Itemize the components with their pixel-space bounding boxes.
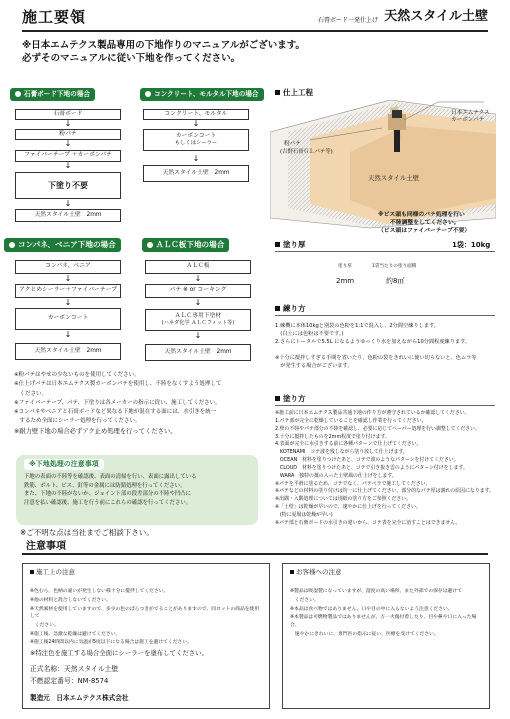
customer-caution-box: お客様への注意 ※製品は吸湿製になっていますが、湿度の高い場所、また外部での保存は避けて ください。 ※本品は食べ物ではありません。口や目の中に入らないよう注意ください。 ※本製品は可燃物製品ではありませんが、万一火傷付着したり、目や鼻や口に入った場合、 速やかにきれいに、専門医の指示に従い、医療を受けてください。 [282,563,490,709]
substrate-caution-box [16,455,258,525]
square-bullet-icon [275,242,280,247]
arrow-down-icon: ↓ [64,199,72,208]
arrow-down-icon: ↓ [64,274,72,283]
bullet-icon [145,91,151,97]
plywood-step-3: カーボンコート [15,308,121,330]
square-bullet-icon [275,90,280,95]
divider [275,251,495,252]
caution-line: 鉄筋、ボルト、ビス、釘等の金属には防錆処理を行ってください。 [24,482,186,489]
arrow-down-icon: ↓ [64,330,72,339]
page-title: 施工要領 [22,8,87,26]
divider [275,315,495,316]
plywood-step-2: アクとめシーラー＋ファイバーテープ [15,284,121,298]
carbon-putty-label: 日本エムテクス カーボンパテ [451,110,490,123]
work-caution-title: 施工上の注意 [30,568,262,576]
powder-putty-label: 粉パテ [284,141,301,147]
contact-note: ※ご不明な点は当社までご相談下さい。 [20,528,154,537]
arrow-down-icon: ↓ [194,331,202,340]
mixing-title: 練り方 [275,304,306,314]
alc-step-3: ＡＬＣ専用下塗材 (ハネダ化学 ＡＬＣフィット等) [145,309,251,331]
concrete-flow-title: コンクリート、モルタル下地の場合 [140,88,264,101]
alc-step-2: パテ ※ or コーキング [145,284,251,298]
plywood-step-1: コンパネ、ベニア [15,260,121,274]
coating-text: ※施工前に日本エムテクス製品共通下地の作り方が遵守されているか確認してください。 1.パテ部が完全に乾燥していることを確認し作業を行ってください。 2.壁の不陸やパテ部分の不陸を確認し、必要に応じてペーパー処理を行い調整してください。 3.十分に撹拌したものを2mm程度で塗り付けます。 4.表面が完全に水引きする前に各種パターンで仕上げてください。 KOTENAMI コテ波を残しながら塗り放して仕上げます。 OCEAN 材料を塗りつけたあと、コテで波のようなパターンを付けてください。 CLOUD 材料を塗りつけたあと、コテで引き抜き雲のようにパターン付けをします。 WARA 独特の藁の入った土壁風の仕上げをします。 ※パテを平滑に塗るため、コテでなく、パテベラで施工してください。 ※パテなどの材料の塗り付けは均一に仕上げてください。部分的なパテ厚は割れの原因になります。 ※出隅・入隅処理については別紙の塗り方をご参照ください。 ※「土壁」は乾燥が早いので、速やかに仕上げを行ってください。 (特に夏場は乾燥が早い) ※パテ部と石膏ボードの水引きの違いから、コテ表を完全に消すことはできません。 [275,410,494,526]
powder-putty-sub: (吉野石膏ＧＬパテ等) [280,149,333,155]
square-bullet-icon [290,570,294,574]
gypsum-step-1: 石膏ボード [15,109,121,120]
square-bullet-icon [275,306,280,311]
formal-name: 正式名称：天然スタイル土壁 [30,665,119,674]
coating-title: 塗り方 [275,394,306,404]
arrow-down-icon: ↓ [194,298,202,307]
thickness-val2: 約8㎡ [386,277,405,285]
wall-label: 天然スタイル土壁 [368,174,419,182]
screw-note: ※ビス頭も同様のパテ処理を行い 不陸調整をしてください。 （ビス頭はファイバーテープ不要） [378,212,471,234]
divider [22,553,488,555]
arrow-down-icon: ↓ [64,298,72,307]
square-bullet-icon [275,396,280,401]
arrow-down-icon: ↓ [64,119,72,128]
bullet-icon [147,242,153,248]
arrow-down-icon: ↓ [192,154,200,163]
divider [275,405,495,406]
concrete-step-3: 天然スタイル土壁 2mm [143,165,249,182]
product-name: 天然スタイル土壁 [384,9,488,24]
finish-process-title: 仕上工程 [275,88,313,98]
note-line: ※耐力壁下地の場合必ずアク止め処理を行ってください。 [14,427,177,435]
thickness-col1: 塗り厚 [338,264,352,269]
caution-section-title: 注意事項 [26,541,66,552]
arrow-down-icon: ↓ [64,161,72,170]
gypsum-step-5: 天然スタイル土壁 2mm [15,209,121,222]
concrete-step-1: コンクリート、モルタル [143,109,249,120]
manufacturer: 製造元 日本エムテクス株式会社 [30,694,129,703]
caution-title: ※下地処理の注意事項 [24,459,104,470]
concrete-step-2: カーボンコート もしくはシーラー [143,129,249,151]
mixing-text: 1.練機に本体10kgと別袋の色粉を1:1で混入し、2分間空練りします。 (白土には色粉は不要です。) 2.さらにトータルで5.5L になるようゆっくり水を加えながら10分間程度練ります。 ※十分に撹拌しすぎる手間を省いたり、色粉の袋をきれいに使い切らないと、色ムラ等 が発生する場合がございます。 [275,323,477,370]
note-line: ※コンパネやベニアと石膏ボードなど異なる下地が混在する面には、水引きを統一 [14,409,217,415]
notes [14,371,260,437]
note-line: ※ファイバーテープ、パテ、下塗りは各メーカーの指示に従い、施工してください。 [14,399,221,406]
gypsum-step-3: ファイバーテープ ＋カーボンパテ [15,150,121,162]
gypsum-step-2: 粉パテ [15,129,121,140]
note-line: ※仕上げパテは日本エムテクス製カーボンパテを使用し、不陸をなくすよう処理して [14,381,222,388]
thickness-val1: 2mm [336,277,355,285]
note-line: するため全面にシーラー処理を行ってください。 [14,418,141,425]
caution-line: また、下地の不陸がないか、ジョイント部の段差部分の不陸や凹凸に [24,491,192,498]
alc-step-4: 天然スタイル土壁 2mm [145,344,251,361]
bullet-icon [15,91,21,97]
work-caution-box: 施工上の注意 ※色むら、色柄の違いが発生しない様十分に撹拌してください。 ※他の材料と混合しないでください。 ※天然素材を使用していますので、多少の色のばらつきがでることがありますので、同ロットの商品を使用して ください。 ※施工後、急激な乾燥は避けてください。 ※施工後24時間以内に気温が5度以下になる場合は施工を避けてください。 ※特注色を施工する場合全面にシーラーを塗布してください。 正式名称：天然スタイル土壁 不燃認定番号：NM-8574 製造元 日本エムテクス株式会社 [22,563,270,709]
gypsum-flow-title: 石膏ボード下地の場合 [10,88,95,101]
caution-line: 下地の表面の不陸等を確認後、表面の清掃を行い、表面に露出している [24,474,197,481]
note-line: ください。 [14,390,48,397]
alc-flow-title: ＡＬＣ板下地の場合 [142,238,229,252]
arrow-down-icon: ↓ [192,119,200,128]
square-bullet-icon [30,570,34,574]
intro-line-1: ※日本エムテクス製品専用の下地作りのマニュアルがございます。 [22,40,305,51]
certification-number: 不燃認定番号：NM-8574 [30,677,109,686]
arrow-down-icon: ↓ [194,274,202,283]
header [22,6,488,32]
thickness-title: 塗り厚 [275,240,306,250]
thickness-col2: 1袋当たりの塗り面積 [372,264,417,269]
caution-line: 注意を払い確認後、施工を行う前にこれらの確認を行ってください。 [24,500,192,507]
note-line: ※粉パテはやせの少ないものを使用してください。 [14,372,140,378]
bullet-icon [9,242,15,248]
alc-step-1: ＡＬＣ板 [145,260,251,274]
intro [22,40,305,66]
plywood-step-4: 天然スタイル土壁 2mm [15,343,121,360]
plywood-flow-title: コンパネ、ベニア下地の場合 [4,238,121,252]
arrow-down-icon: ↓ [64,139,72,148]
per-bag: 1袋：10kg [452,241,491,249]
customer-caution-title: お客様への注意 [290,568,482,576]
page-subtitle: 石膏ボード一発仕上げ [318,17,379,24]
intro-line-2: 必ずそのマニュアルに従い下地を作ってください。 [22,52,241,64]
gypsum-step-4: 下塗り不要 [15,172,121,199]
